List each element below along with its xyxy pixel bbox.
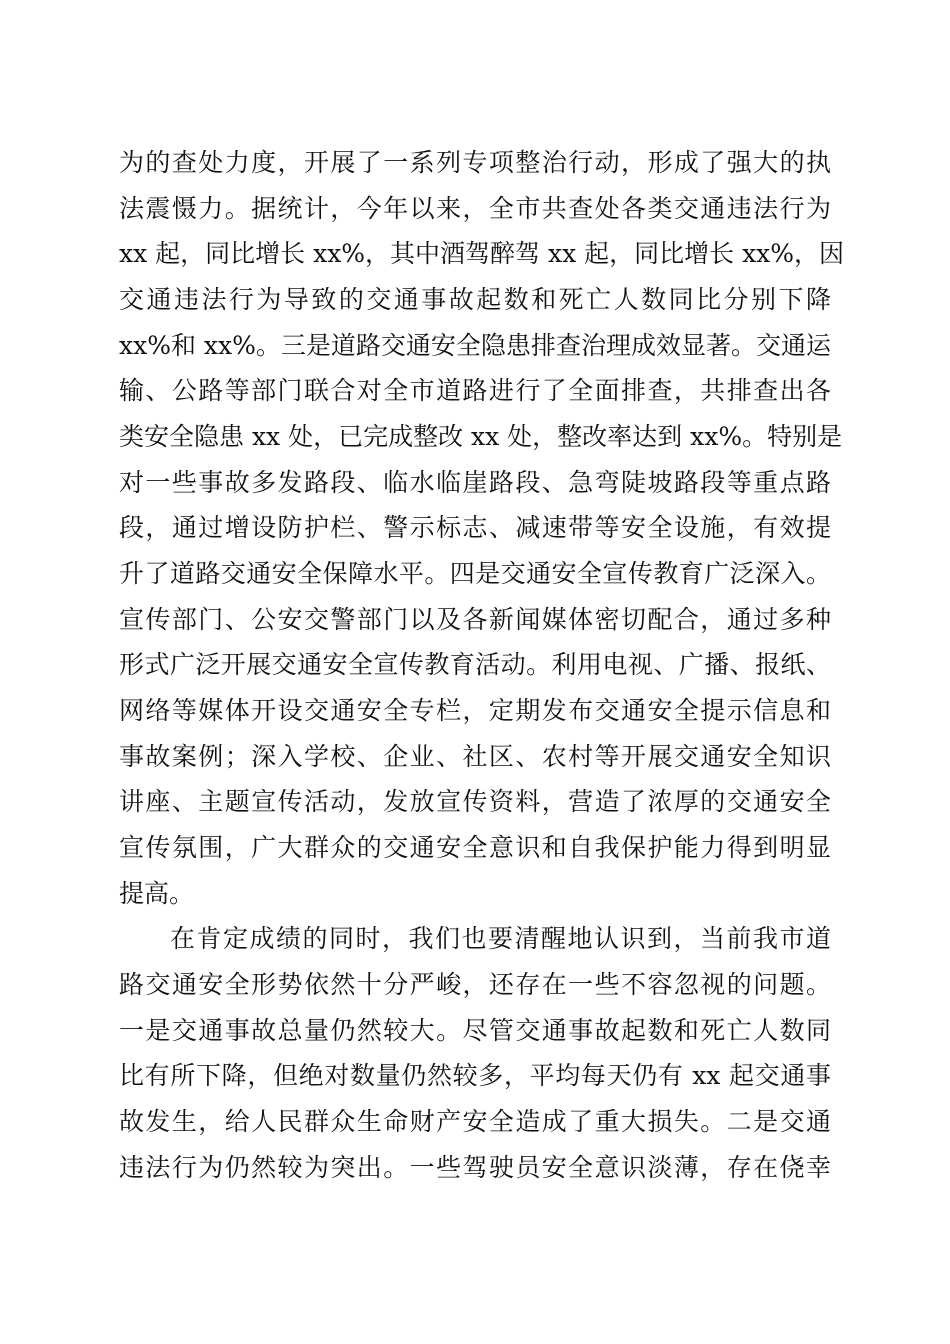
text-line: 在肯定成绩的同时，我们也要清醒地认识到，当前我市道 (170, 924, 831, 953)
text-line: 法震慑力。据统计，今年以来，全市共查处各类交通违法行为 (119, 194, 831, 223)
text-line: 比有所下降，但绝对数量仍然较多，平均每天仍有 xx 起交通事 (119, 1061, 831, 1090)
text-line: 宣传部门、公安交警部门以及各新闻媒体密切配合，通过多种 (119, 605, 831, 634)
text-line: 输、公路等部门联合对全市道路进行了全面排查，共排查出各 (119, 376, 831, 405)
text-line: 交通违法行为导致的交通事故起数和死亡人数同比分别下降 (119, 285, 831, 314)
text-line: 讲座、主题宣传活动，发放宣传资料，营造了浓厚的交通安全 (119, 787, 831, 816)
text-line: 一是交通事故总量仍然较大。尽管交通事故起数和死亡人数同 (119, 1016, 831, 1045)
text-line: 类安全隐患 xx 处，已完成整改 xx 处，整改率达到 xx%。特别是 (119, 422, 843, 451)
text-line: 事故案例；深入学校、企业、社区、农村等开展交通安全知识 (119, 742, 831, 771)
text-line: 路交通安全形势依然十分严峻，还存在一些不容忽视的问题。 (119, 970, 831, 999)
text-line: 网络等媒体开设交通安全专栏，定期发布交通安全提示信息和 (119, 696, 831, 725)
text-line: 提高。 (119, 879, 195, 908)
text-line: 故发生，给人民群众生命财产安全造成了重大损失。二是交通 (119, 1107, 831, 1136)
text-line: 为的查处力度，开展了一系列专项整治行动，形成了强大的执 (119, 148, 831, 177)
text-line: 对一些事故多发路段、临水临崖路段、急弯陡坡路段等重点路 (119, 468, 831, 497)
text-line: 违法行为仍然较为突出。一些驾驶员安全意识淡薄，存在侥幸 (119, 1153, 831, 1182)
text-line: xx 起，同比增长 xx%，其中酒驾醉驾 xx 起，同比增长 xx%，因 (119, 239, 845, 268)
text-line: 升了道路交通安全保障水平。四是交通安全宣传教育广泛深入。 (119, 559, 831, 588)
text-line: xx%和 xx%。三是道路交通安全隐患排查治理成效显著。交通运 (119, 331, 831, 360)
text-line: 段，通过增设防护栏、警示标志、减速带等安全设施，有效提 (119, 513, 831, 542)
text-line: 形式广泛开展交通安全宣传教育活动。利用电视、广播、报纸、 (119, 650, 831, 679)
text-line: 宣传氛围，广大群众的交通安全意识和自我保护能力得到明显 (119, 833, 831, 862)
